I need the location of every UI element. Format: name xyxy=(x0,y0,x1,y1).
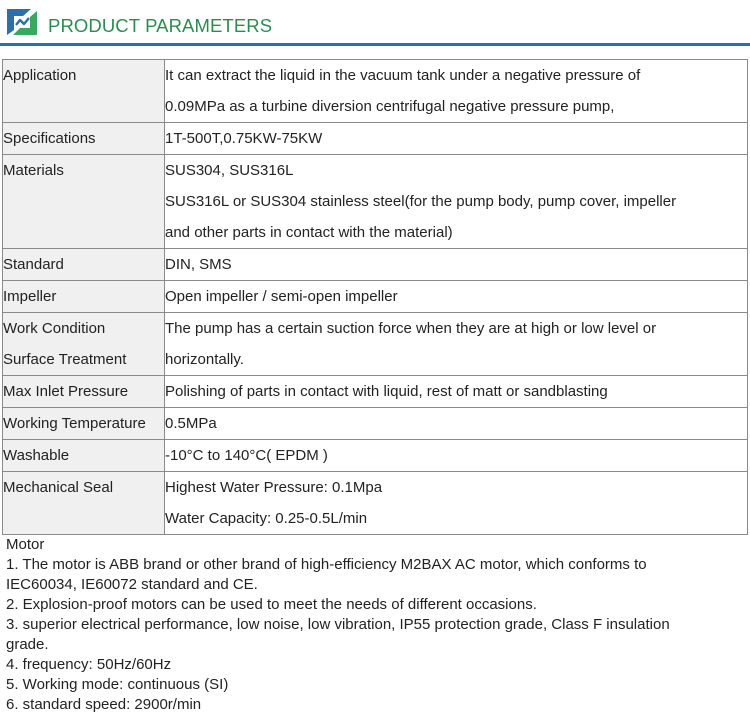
param-value: -10°C to 140°C( EPDM ) xyxy=(165,440,748,472)
param-value: The pump has a certain suction force when they are at high or low level or horizontally. xyxy=(165,313,748,376)
param-label: Work Condition Surface Treatment xyxy=(3,313,165,376)
param-value: DIN, SMS xyxy=(165,249,748,281)
param-value: 1T-500T,0.75KW-75KW xyxy=(165,123,748,155)
table-row xyxy=(3,440,748,472)
param-value: It can extract the liquid in the vacuum tank under a negative pressure of 0.09MPa as a turbine diversion centrifugal negative pressure pump, xyxy=(165,60,748,123)
table-row xyxy=(3,155,748,249)
param-value: Open impeller / semi-open impeller xyxy=(165,281,748,313)
table-row xyxy=(3,408,748,440)
table-row xyxy=(3,313,748,376)
param-value: Highest Water Pressure: 0.1Mpa Water Capacity: 0.25-0.5L/min xyxy=(165,472,748,535)
motor-heading: Motor xyxy=(6,536,45,553)
parameters-table xyxy=(2,59,748,535)
param-label: Specifications xyxy=(3,123,165,155)
section-header xyxy=(0,0,750,48)
param-value: Polishing of parts in contact with liquid, rest of matt or sandblasting xyxy=(165,376,748,408)
page-title: PRODUCT PARAMETERS xyxy=(48,15,273,36)
param-label: Materials xyxy=(3,155,165,249)
motor-line: 1. The motor is ABB brand or other brand of high-efficiency M2BAX AC motor, which conforms to xyxy=(6,556,647,573)
table-row xyxy=(3,123,748,155)
param-value: 0.5MPa xyxy=(165,408,748,440)
motor-section xyxy=(6,535,741,715)
table-row xyxy=(3,249,748,281)
table-row xyxy=(3,376,748,408)
table-row xyxy=(3,60,748,123)
motor-line: 2. Explosion-proof motors can be used to meet the needs of different occasions. xyxy=(6,596,537,613)
param-label: Washable xyxy=(3,440,165,472)
brand-logo-icon xyxy=(5,7,39,37)
param-label: Working Temperature xyxy=(3,408,165,440)
motor-line: 4. frequency: 50Hz/60Hz xyxy=(6,656,172,673)
table-row xyxy=(3,281,748,313)
param-label: Max Inlet Pressure xyxy=(3,376,165,408)
motor-line: IEC60034, IE60072 standard and CE. xyxy=(6,576,258,593)
motor-line: 6. standard speed: 2900r/min xyxy=(6,696,202,713)
param-label: Mechanical Seal xyxy=(3,472,165,535)
motor-line: 5. Working mode: continuous (SI) xyxy=(6,676,229,693)
motor-line: 3. superior electrical performance, low noise, low vibration, IP55 protection grade, Class F insulation xyxy=(6,616,670,633)
param-value: SUS304, SUS316L SUS316L or SUS304 stainless steel(for the pump body, pump cover, impeller and other parts in contact with the material) xyxy=(165,155,748,249)
header-divider xyxy=(0,43,750,46)
table-row xyxy=(3,472,748,535)
motor-line: grade. xyxy=(6,636,49,653)
param-label: Standard xyxy=(3,249,165,281)
param-label: Application xyxy=(3,60,165,123)
param-label: Impeller xyxy=(3,281,165,313)
